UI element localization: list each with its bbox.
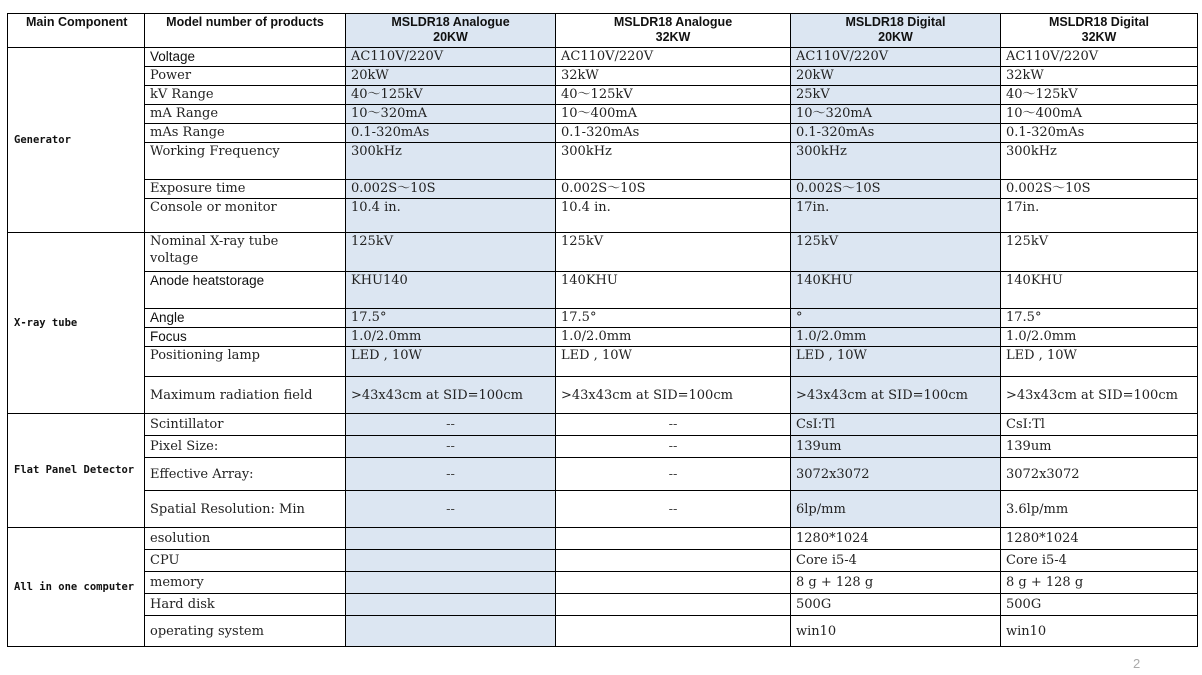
row-label: operating system: [145, 616, 346, 647]
cell: 139um: [1001, 436, 1198, 458]
cell: 0.1-320mAs: [791, 124, 1001, 143]
table-row: [8, 528, 1198, 550]
cell: AC110V/220V: [346, 48, 556, 67]
cell: 0.002S～10S: [791, 180, 1001, 199]
cell: 40～125kV: [556, 86, 791, 105]
cell: 1.0/2.0mm: [556, 328, 791, 347]
cell: 10.4 in.: [556, 199, 791, 233]
table-row: [8, 105, 1198, 124]
cell: --: [346, 491, 556, 528]
cell: 140KHU: [556, 272, 791, 309]
table-row: [8, 594, 1198, 616]
row-label: Effective Array:: [145, 458, 346, 491]
cell: --: [556, 414, 791, 436]
cell: [346, 528, 556, 550]
table-row: [8, 616, 1198, 647]
table-row: [8, 414, 1198, 436]
row-label: Nominal X-ray tube voltage: [145, 233, 346, 272]
cell: 6lp/mm: [791, 491, 1001, 528]
cell: °: [791, 309, 1001, 328]
cell: >43x43cm at SID=100cm: [556, 377, 791, 414]
table-row: [8, 377, 1198, 414]
cell: 1.0/2.0mm: [791, 328, 1001, 347]
cell: Core i5-4: [1001, 550, 1198, 572]
row-label: Angle: [145, 309, 346, 328]
cell: --: [346, 458, 556, 491]
cell: CsI:Tl: [1001, 414, 1198, 436]
cell: AC110V/220V: [791, 48, 1001, 67]
cell: >43x43cm at SID=100cm: [346, 377, 556, 414]
cell: 3.6lp/mm: [1001, 491, 1198, 528]
row-label: Scintillator: [145, 414, 346, 436]
cell: [556, 550, 791, 572]
cell: 10.4 in.: [346, 199, 556, 233]
cell: 17.5°: [556, 309, 791, 328]
table-row: [8, 491, 1198, 528]
cell: 1.0/2.0mm: [346, 328, 556, 347]
cell: 300kHz: [556, 143, 791, 180]
cell: 3072x3072: [1001, 458, 1198, 491]
cell: --: [556, 458, 791, 491]
cell: 0.002S～10S: [556, 180, 791, 199]
cell: 125kV: [791, 233, 1001, 272]
cell: 0.1-320mAs: [346, 124, 556, 143]
cell: [556, 572, 791, 594]
header-col-digital-20kw: MSLDR18 Digital 20KW: [791, 14, 1001, 48]
cell: 20kW: [346, 67, 556, 86]
table-row: [8, 233, 1198, 272]
cell: 32kW: [1001, 67, 1198, 86]
row-label: Working Frequency: [145, 143, 346, 180]
cell: 10～320mA: [791, 105, 1001, 124]
header-col-analogue-20kw: MSLDR18 Analogue 20KW: [346, 14, 556, 48]
cell: [346, 550, 556, 572]
cell: 8 g + 128 g: [791, 572, 1001, 594]
row-label: Spatial Resolution: Min: [145, 491, 346, 528]
table-row: [8, 199, 1198, 233]
cell: 125kV: [1001, 233, 1198, 272]
cell: 32kW: [556, 67, 791, 86]
row-label: Exposure time: [145, 180, 346, 199]
cell: [346, 594, 556, 616]
cell: [556, 594, 791, 616]
cell: 300kHz: [346, 143, 556, 180]
cell: CsI:Tl: [791, 414, 1001, 436]
cell: 1280*1024: [791, 528, 1001, 550]
row-label: Maximum radiation field: [145, 377, 346, 414]
cell: 17.5°: [1001, 309, 1198, 328]
cell: --: [556, 436, 791, 458]
cell: 0.002S～10S: [1001, 180, 1198, 199]
cell: >43x43cm at SID=100cm: [1001, 377, 1198, 414]
cell: win10: [1001, 616, 1198, 647]
cell: 10～400mA: [1001, 105, 1198, 124]
cell: 125kV: [556, 233, 791, 272]
table-row: [8, 67, 1198, 86]
cell: AC110V/220V: [1001, 48, 1198, 67]
cell: 500G: [1001, 594, 1198, 616]
cell: AC110V/220V: [556, 48, 791, 67]
page-number: 2: [1133, 656, 1141, 671]
table-row: [8, 436, 1198, 458]
row-label: CPU: [145, 550, 346, 572]
row-label: kV Range: [145, 86, 346, 105]
header-col-digital-32kw: MSLDR18 Digital 32KW: [1001, 14, 1198, 48]
cell: [346, 572, 556, 594]
row-label: Hard disk: [145, 594, 346, 616]
cell: LED , 10W: [791, 347, 1001, 377]
cell: --: [346, 436, 556, 458]
row-label: Pixel Size:: [145, 436, 346, 458]
cell: 8 g + 128 g: [1001, 572, 1198, 594]
group-flat-panel-detector: Flat Panel Detector: [8, 414, 145, 528]
cell: 125kV: [346, 233, 556, 272]
group-generator: Generator: [8, 48, 145, 233]
cell: 17in.: [1001, 199, 1198, 233]
table-row: [8, 347, 1198, 377]
table-row: [8, 309, 1198, 328]
cell: 17in.: [791, 199, 1001, 233]
cell: 17.5°: [346, 309, 556, 328]
table-row: [8, 124, 1198, 143]
cell: KHU140: [346, 272, 556, 309]
header-row: [8, 14, 1198, 48]
cell: 3072x3072: [791, 458, 1001, 491]
cell: 500G: [791, 594, 1001, 616]
cell: [556, 616, 791, 647]
cell: 10～320mA: [346, 105, 556, 124]
spec-table: [7, 13, 1198, 647]
header-col-analogue-32kw: MSLDR18 Analogue 32KW: [556, 14, 791, 48]
table-row: [8, 550, 1198, 572]
cell: 300kHz: [1001, 143, 1198, 180]
cell: LED , 10W: [346, 347, 556, 377]
cell: 0.1-320mAs: [1001, 124, 1198, 143]
group-xray-tube: X-ray tube: [8, 233, 145, 414]
cell: 300kHz: [791, 143, 1001, 180]
table-row: [8, 143, 1198, 180]
cell: >43x43cm at SID=100cm: [791, 377, 1001, 414]
table-row: [8, 180, 1198, 199]
row-label: Voltage: [145, 48, 346, 67]
table-row: [8, 272, 1198, 309]
cell: 0.002S～10S: [346, 180, 556, 199]
cell: --: [556, 491, 791, 528]
cell: 0.1-320mAs: [556, 124, 791, 143]
cell: 140KHU: [791, 272, 1001, 309]
row-label: Console or monitor: [145, 199, 346, 233]
cell: 1280*1024: [1001, 528, 1198, 550]
group-all-in-one-computer: All in one computer: [8, 528, 145, 647]
cell: 140KHU: [1001, 272, 1198, 309]
cell: 10～400mA: [556, 105, 791, 124]
cell: LED , 10W: [1001, 347, 1198, 377]
table-row: [8, 328, 1198, 347]
cell: 139um: [791, 436, 1001, 458]
cell: [346, 616, 556, 647]
row-label: mA Range: [145, 105, 346, 124]
cell: 40～125kV: [1001, 86, 1198, 105]
cell: 25kV: [791, 86, 1001, 105]
row-label: Positioning lamp: [145, 347, 346, 377]
cell: 20kW: [791, 67, 1001, 86]
row-label: Focus: [145, 328, 346, 347]
table-row: [8, 86, 1198, 105]
header-main-component: Main Component: [8, 14, 145, 48]
row-label: memory: [145, 572, 346, 594]
cell: LED , 10W: [556, 347, 791, 377]
table-row: [8, 458, 1198, 491]
row-label: Power: [145, 67, 346, 86]
row-label: Anode heatstorage: [145, 272, 346, 309]
cell: 40～125kV: [346, 86, 556, 105]
row-label: mAs Range: [145, 124, 346, 143]
table-row: [8, 572, 1198, 594]
header-model-number: Model number of products: [145, 14, 346, 48]
cell: [556, 528, 791, 550]
cell: --: [346, 414, 556, 436]
cell: 1.0/2.0mm: [1001, 328, 1198, 347]
row-label: esolution: [145, 528, 346, 550]
table-row: [8, 48, 1198, 67]
cell: Core i5-4: [791, 550, 1001, 572]
cell: win10: [791, 616, 1001, 647]
